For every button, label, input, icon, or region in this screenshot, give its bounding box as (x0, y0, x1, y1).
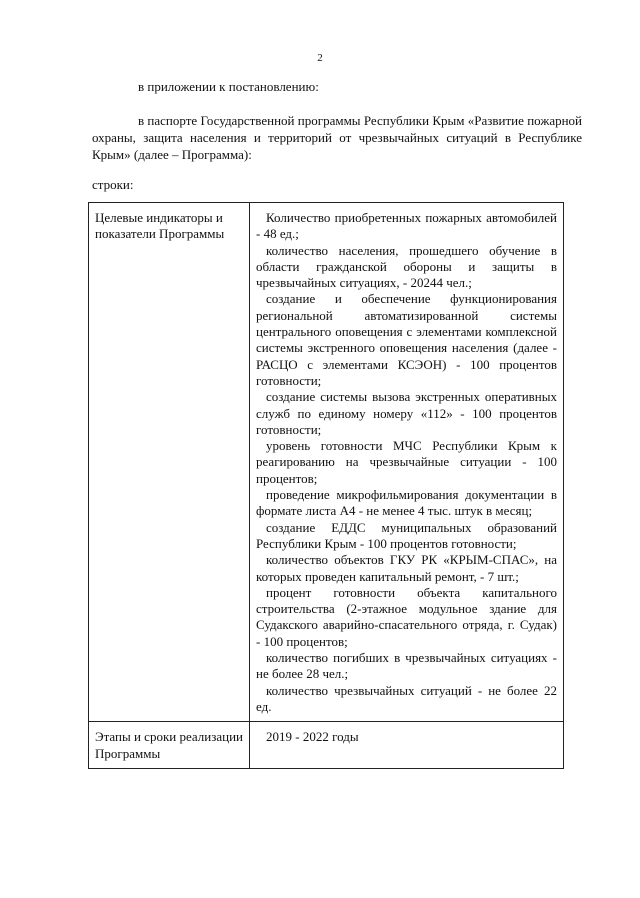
page-number: 2 (317, 52, 323, 64)
table-row (89, 203, 564, 722)
indicator-item: количество населения, прошедшего обучение в области гражданской обороны и защиты в чрезвычайных ситуациях, - 20244 чел.; (256, 242, 557, 291)
indicator-item: количество объектов ГКУ РК «КРЫМ-СПАС», на которых проведен капитальный ремонт, - 7 шт.; (256, 552, 557, 584)
intro-line-1: в приложении к постановлению: (138, 79, 319, 94)
row-label: Этапы и сроки реализации Программы (89, 722, 250, 769)
intro-line-3: строки: (92, 177, 134, 192)
indicator-item: Количество приобретенных пожарных автомобилей - 48 ед.; (256, 210, 557, 242)
program-passport-table (88, 202, 564, 769)
intro-line-2: в паспорте Государственной программы Республики Крым «Развитие пожарной охраны, защита населения и территорий от чрезвычайных ситуаций в Республике Крым» (далее – Программа): (92, 113, 582, 162)
indicator-item: процент готовности объекта капитального строительства (2-этажное модульное здание для Судакского аварийно-спасательного отряда, г. Судак) - 100 процентов; (256, 584, 557, 649)
indicator-item: проведение микрофильмирования документации в формате листа А4 - не менее 4 тыс. штук в месяц; (256, 487, 557, 519)
indicator-item: количество чрезвычайных ситуаций - не более 22 ед. (256, 682, 557, 714)
row-label: Целевые индикаторы и показатели Программы (89, 203, 250, 722)
indicator-item: создание ЕДДС муниципальных образований Республики Крым - 100 процентов готовности; (256, 519, 557, 551)
table-row (89, 722, 564, 769)
indicators-list (250, 203, 564, 722)
indicator-item: создание и обеспечение функционирования региональной автоматизированной системы центрального оповещения с элементами комплексной системы экстренного оповещения населения (далее - РАСЦО с элементами КСЭОН) - 100 процентов готовности; (256, 291, 557, 388)
indicator-item: уровень готовности МЧС Республики Крым к реагированию на чрезвычайные ситуации - 100 процентов; (256, 438, 557, 486)
indicator-item: количество погибших в чрезвычайных ситуациях - не более 28 чел.; (256, 650, 557, 682)
indicator-item: создание системы вызова экстренных оперативных служб по единому номеру «112» - 100 процентов готовности; (256, 389, 557, 437)
program-period: 2019 - 2022 годы (266, 729, 359, 745)
